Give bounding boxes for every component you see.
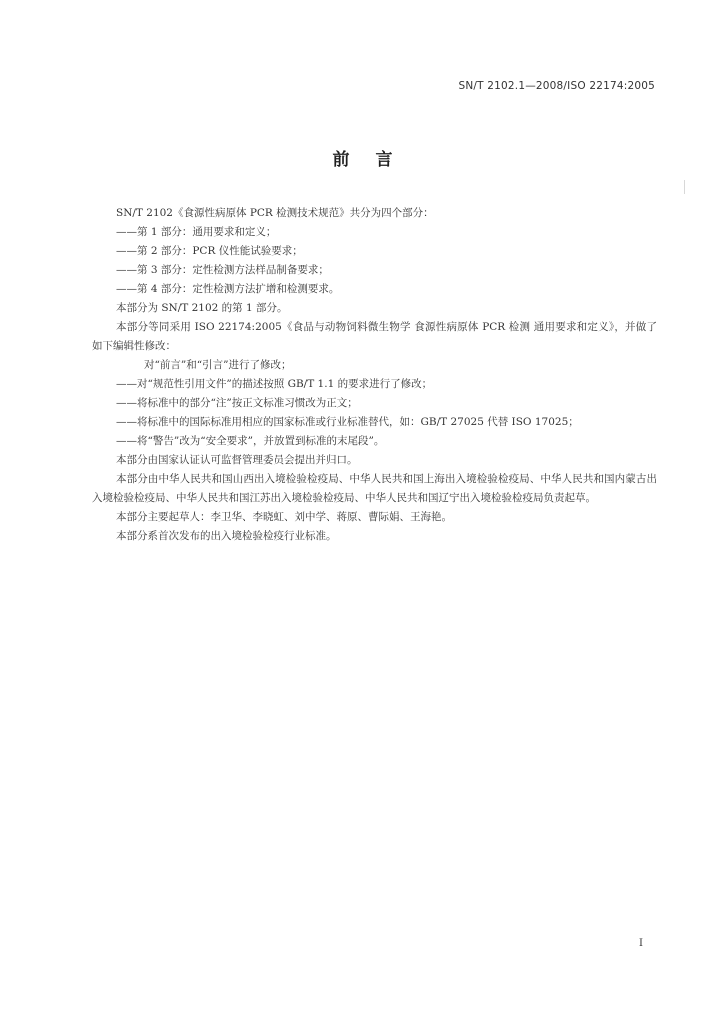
modification-item-1: ——对“规范性引用文件”的描述按照 GB/T 1.1 的要求进行了修改；: [116, 378, 433, 390]
modification-item-3: ——将标准中的国际标准用相应的国家标准或行业标准替代，如：GB/T 27025 代替 ISO 17025；: [116, 416, 579, 428]
page-title: 前言: [332, 150, 419, 170]
first-release-statement: 本部分系首次发布的出入境检验检疫行业标准。: [116, 530, 337, 542]
part-list-item-1: ——第 1 部分：通用要求和定义；: [116, 226, 277, 238]
modification-intro: 对“前言”和“引言”进行了修改；: [144, 359, 292, 371]
standard-code: SN/T 2102.1—2008/ISO 22174:2005: [458, 80, 655, 92]
modification-item-4: ——将“警告”改为“安全要求”，并放置到标准的末尾段”。: [116, 435, 385, 447]
foreword-body: [92, 204, 657, 546]
part-list-item-2: ——第 2 部分：PCR 仪性能试验要求；: [116, 245, 303, 257]
page-number: I: [639, 938, 643, 949]
part-list-item-4: ——第 4 部分：定性检测方法扩增和检测要求。: [116, 283, 340, 295]
adoption-paragraph: 本部分等同采用 ISO 22174:2005《食品与动物饲料微生物学 食源性病原体 PCR 检测 通用要求和定义》，并做了如下编辑性修改：: [92, 321, 657, 352]
part-list-item-3: ——第 3 部分：定性检测方法样品制备要求；: [116, 264, 329, 276]
modification-item-2: ——将标准中的部分“注”按正文标准习惯改为正文；: [116, 397, 358, 409]
drafters-statement: 本部分主要起草人：李卫华、李晓虹、刘中学、蒋原、曹际娟、王海艳。: [116, 511, 452, 523]
intro-line: SN/T 2102《食源性病原体 PCR 检测技术规范》共分为四个部分：: [116, 207, 434, 219]
proposer-statement: 本部分由国家认证认可监督管理委员会提出并归口。: [116, 454, 358, 466]
drafting-units-paragraph: 本部分由中华人民共和国山西出入境检验检疫局、中华人民共和国上海出入境检验检疫局、中华人民共和国内蒙古出入境检验检疫局、中华人民共和国江苏出入境检验检疫局、中华人民共和国辽宁出入境检验检疫局负责起草。: [92, 473, 657, 504]
part-statement: 本部分为 SN/T 2102 的第 1 部分。: [116, 302, 288, 314]
scan-edge-mark: [684, 180, 685, 194]
